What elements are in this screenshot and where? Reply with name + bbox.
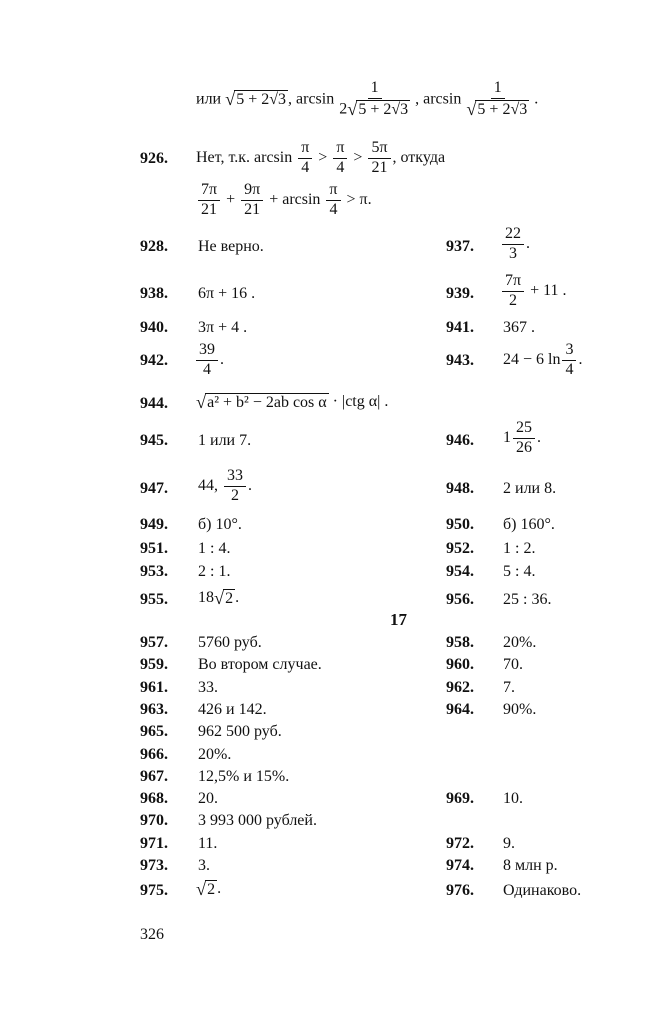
problem-number: 941. — [446, 319, 474, 336]
problem-number: 949. — [140, 516, 168, 533]
problem-number: 951. — [140, 540, 168, 557]
problem-number: 954. — [446, 563, 474, 580]
answer: 1 : 4. — [198, 540, 231, 557]
problem-number: 938. — [140, 285, 168, 302]
problem-number: 953. — [140, 563, 168, 580]
sqrt-expression: √ 5 + 2√3 — [225, 88, 287, 109]
problem-number: 940. — [140, 319, 168, 336]
problem-number: 957. — [140, 634, 168, 651]
fraction: 1 2 √ 5 + 2√3 — [339, 79, 409, 119]
answer-926-line2: $\frac{7\pi}{21}$ + $\frac{9\pi}{21}$ + arcsin $\frac{\pi}{4}$ > π. — [196, 182, 372, 219]
answer: 11. — [198, 835, 218, 852]
answer: 12,5% и 15%. — [198, 768, 290, 785]
answer: Не верно. — [198, 238, 264, 255]
problem-number: 967. — [140, 768, 168, 785]
problem-number: 963. — [140, 701, 168, 718]
answer: 20%. — [198, 746, 232, 763]
problem-number: 943. — [446, 352, 474, 369]
problem-number: 946. — [446, 432, 474, 449]
answer: 1 или 7. — [198, 432, 252, 449]
problem-number: 952. — [446, 540, 474, 557]
page-number: 326 — [140, 926, 164, 943]
problem-number: 937. — [446, 238, 474, 255]
problem-number: 956. — [446, 591, 474, 608]
answer: 18 √ 2 . — [198, 587, 240, 608]
answer: 20%. — [503, 634, 537, 651]
answer: 25 : 36. — [503, 591, 552, 608]
problem-number: 961. — [140, 679, 168, 696]
answer: 2 : 1. — [198, 563, 231, 580]
answer: 1 : 2. — [503, 540, 536, 557]
answer: 2 или 8. — [503, 480, 557, 497]
answer: 1 $\frac{25}{26}$ . — [503, 419, 541, 456]
problem-number: 955. — [140, 591, 168, 608]
problem-number: 926. — [140, 150, 168, 167]
problem-number: 976. — [446, 882, 474, 899]
problem-number: 928. — [140, 238, 168, 255]
answer: 5 : 4. — [503, 563, 536, 580]
problem-number: 962. — [446, 679, 474, 696]
problem-number: 942. — [140, 352, 168, 369]
problem-number: 939. — [446, 285, 474, 302]
answer: Во втором случае. — [198, 656, 322, 673]
problem-number: 966. — [140, 746, 168, 763]
problem-number: 964. — [446, 701, 474, 718]
problem-number: 975. — [140, 882, 168, 899]
answer: 90%. — [503, 701, 537, 718]
answer: 20. — [198, 790, 218, 807]
problem-number: 950. — [446, 516, 474, 533]
answer: 44, $\frac{33}{2}$ . — [198, 467, 252, 504]
answer: б) 10°. — [198, 516, 242, 533]
answer: $\frac{22}{3}$ . — [500, 226, 530, 263]
problem-number: 969. — [446, 790, 474, 807]
problem-number: 970. — [140, 812, 168, 829]
problem-number: 968. — [140, 790, 168, 807]
answer: 426 и 142. — [198, 701, 267, 718]
answer: Одинаково. — [503, 882, 582, 899]
fraction: 1 √ 5 + 2√3 — [466, 79, 528, 119]
problem-number: 971. — [140, 835, 168, 852]
answer: 962 500 руб. — [198, 723, 282, 740]
problem-number: 945. — [140, 432, 168, 449]
answer: 5760 руб. — [198, 634, 262, 651]
answer: $\frac{39}{4}$ . — [194, 342, 224, 379]
text: или — [196, 90, 222, 108]
problem-number: 948. — [446, 480, 474, 497]
problem-number: 973. — [140, 857, 168, 874]
problem-number: 972. — [446, 835, 474, 852]
answer: √ 2 . — [196, 878, 222, 899]
answer: 6π + 16 . — [198, 285, 256, 302]
answer: 33. — [198, 679, 218, 696]
answer: 8 млн р. — [503, 857, 558, 874]
answer: 3π + 4 . — [198, 319, 248, 336]
answer: 70. — [503, 656, 523, 673]
problem-number: 944. — [140, 395, 168, 412]
answer: 24 − 6 ln $\frac{3}{4}$ . — [503, 341, 583, 378]
answer: 3 993 000 рублей. — [198, 812, 317, 829]
problem-number: 974. — [446, 857, 474, 874]
answer: √ a² + b² − 2ab cos α · |ctg α| . — [196, 391, 389, 412]
answer: 3. — [198, 857, 210, 874]
top-line: или √ 5 + 2√3 , arcsin 1 2 √ 5 + 2√3 , arcsin 1 √ 5 + 2√3 . — [196, 79, 539, 119]
answer: 367 . — [503, 319, 535, 336]
answer-926-line1: Нет, т.к. arcsin $\frac{\pi}{4}$ > $\frac{\pi}{4}$ > $\frac{5\pi}{21}$ , откуда — [196, 139, 446, 176]
answer: б) 160°. — [503, 516, 555, 533]
problem-number: 960. — [446, 656, 474, 673]
answer: 7. — [503, 679, 515, 696]
problem-number: 958. — [446, 634, 474, 651]
problem-number: 947. — [140, 480, 168, 497]
section-heading: 17 — [390, 610, 407, 629]
answer: $\frac{7\pi}{2}$ + 11 . — [500, 273, 567, 310]
answer: 9. — [503, 835, 515, 852]
problem-number: 959. — [140, 656, 168, 673]
answer: 10. — [503, 790, 523, 807]
problem-number: 965. — [140, 723, 168, 740]
